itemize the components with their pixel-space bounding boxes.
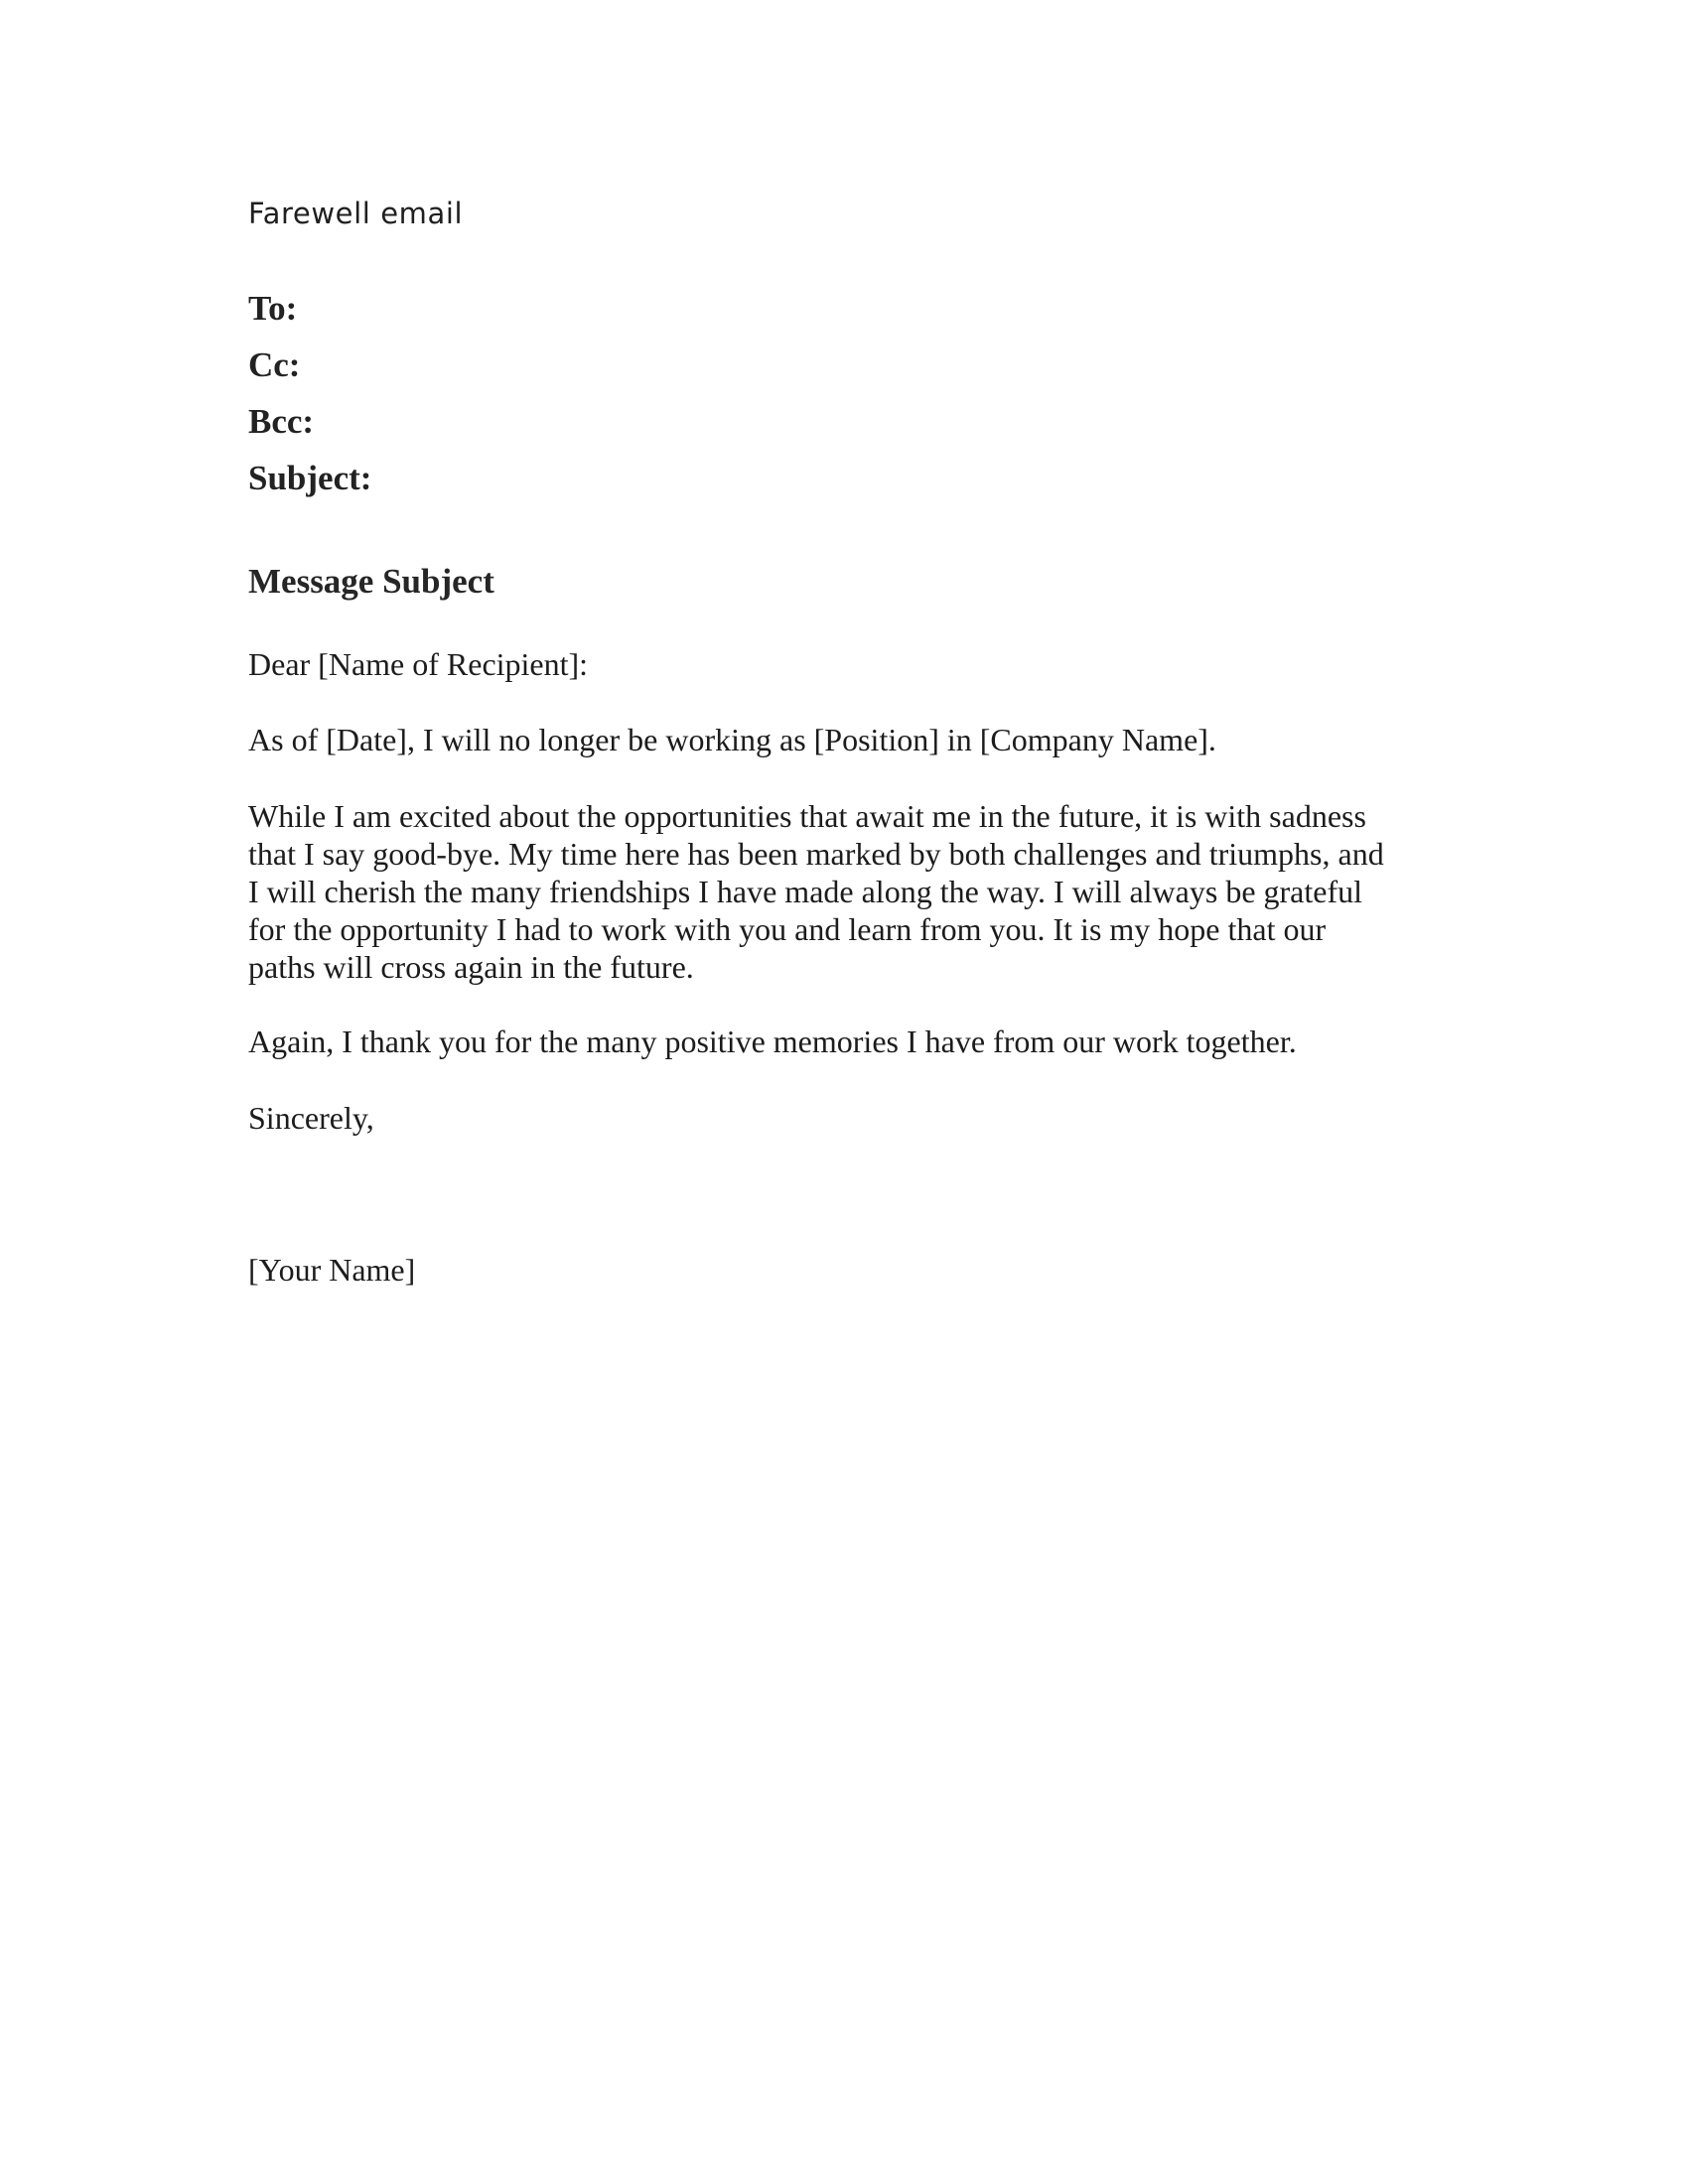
paragraph-2-line: for the opportunity I had to work with you and learn from you. It is my hope that our [248, 911, 1327, 947]
paragraph-1: As of [Date], I will no longer be working as [Position] in [Company Name]. [248, 722, 1216, 757]
paragraph-2-line: I will cherish the many friendships I have made along the way. I will always be grateful [248, 874, 1363, 909]
subject-label: Subject: [248, 459, 372, 497]
bcc-label: Bcc: [248, 402, 315, 441]
document-title: Farewell email [248, 197, 464, 230]
email-header-fields [248, 280, 371, 506]
paragraph-3: Again, I thank you for the many positive memories I have from our work together. [248, 1024, 1297, 1059]
signature-placeholder: [Your Name] [248, 1252, 416, 1288]
paragraph-2-line: While I am excited about the opportunities that await me in the future, it is with sadness [248, 798, 1366, 834]
paragraph-2-line: paths will cross again in the future. [248, 949, 694, 985]
paragraph-2 [248, 797, 1440, 986]
cc-label: Cc: [248, 345, 301, 384]
salutation: Dear [Name of Recipient]: [248, 646, 589, 682]
closing: Sincerely, [248, 1100, 374, 1136]
paragraph-2-line: that I say good-bye. My time here has been marked by both challenges and triumphs, and [248, 836, 1384, 872]
message-subject-heading: Message Subject [248, 562, 494, 601]
to-label: To: [248, 289, 298, 328]
